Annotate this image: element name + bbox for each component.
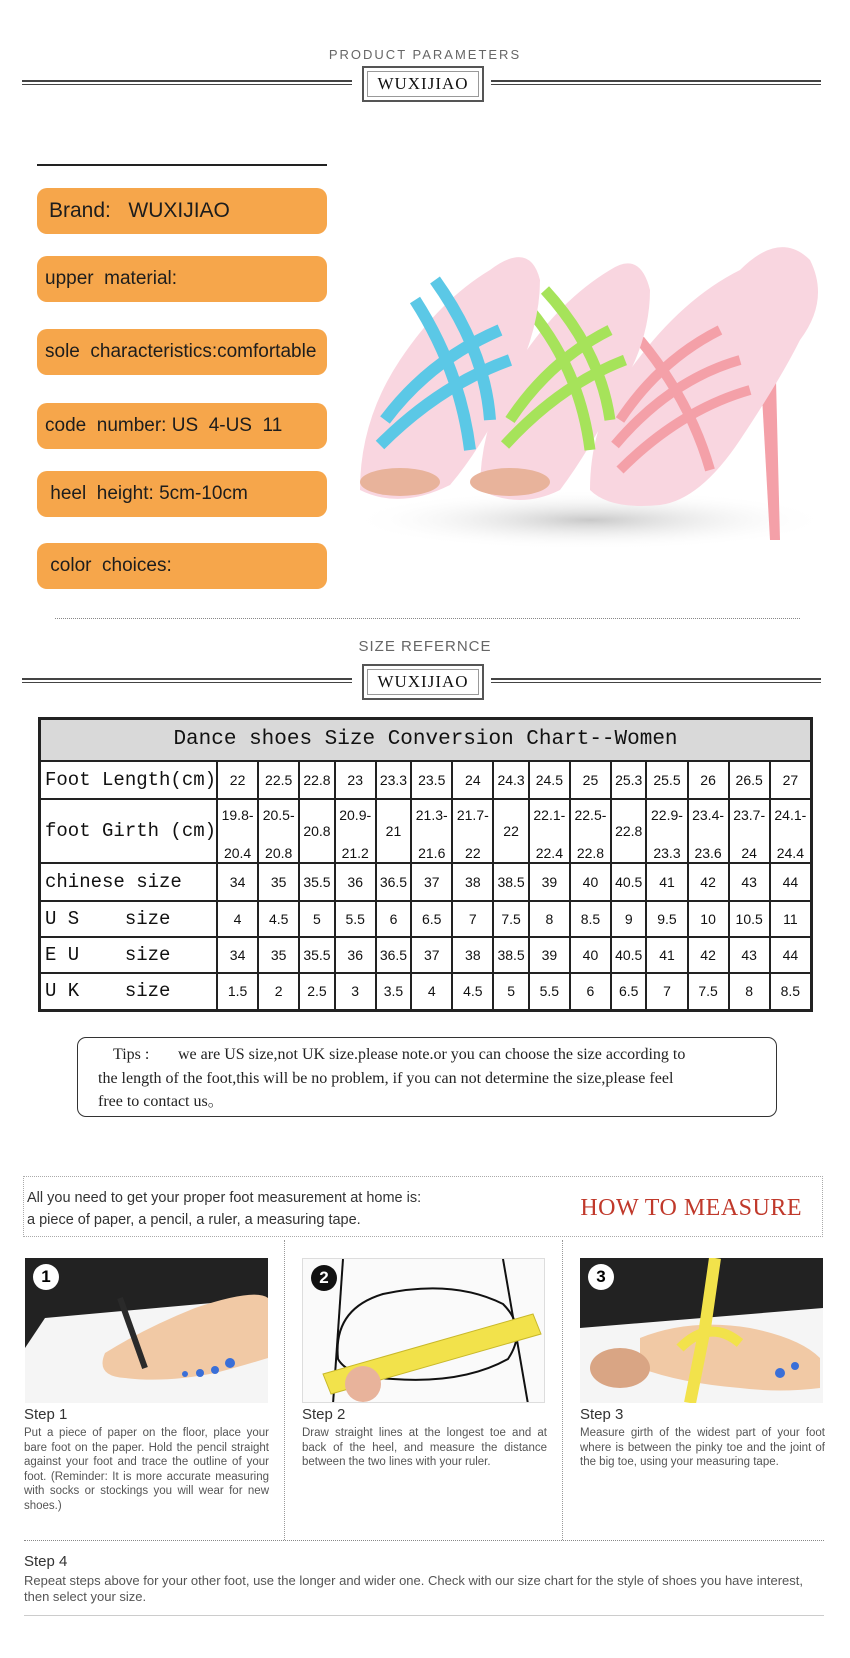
girth-max: 20.4 <box>223 844 252 861</box>
table-cell: 25 <box>570 761 611 799</box>
param-heel-height <box>37 471 327 517</box>
girth-max: 23.6 <box>694 844 722 861</box>
table-cell: 35.5 <box>299 937 334 973</box>
girth-range <box>571 801 610 861</box>
param-color-choices <box>37 543 327 589</box>
brand-box <box>362 66 484 102</box>
param-brand <box>37 188 327 234</box>
how-to-measure-title: HOW TO MEASURE <box>580 1195 802 1221</box>
step4-text: Repeat steps above for your other foot, use the longer and wider one. Check with our size chart for the style of shoes you have interest, then select your size. <box>24 1573 803 1604</box>
table-cell: 34 <box>217 863 258 901</box>
shoes-image <box>360 220 850 560</box>
table-cell: 5.5 <box>529 973 570 1011</box>
table-cell: 38.5 <box>493 863 528 901</box>
product-parameters-title: PRODUCT PARAMETERS <box>328 47 522 62</box>
table-cell: 6.5 <box>411 901 452 937</box>
column-divider-2 <box>562 1240 563 1540</box>
table-cell: 8.5 <box>570 901 611 937</box>
table-cell: 24.5 <box>529 761 570 799</box>
table-cell <box>529 799 570 863</box>
step3-title: Step 3 <box>580 1406 624 1423</box>
table-cell: 7.5 <box>493 901 528 937</box>
tips-line1: we are US size,not UK size.please note.or you can choose the size according to <box>178 1046 686 1063</box>
table-cell: 26.5 <box>729 761 770 799</box>
table-cell <box>452 799 493 863</box>
row-header-chinese: chinese size <box>40 863 218 901</box>
table-cell: 24 <box>452 761 493 799</box>
intro-line1: All you need to get your proper foot measurement at home is: <box>27 1190 422 1206</box>
brand-box-2 <box>362 664 484 700</box>
step1-number: 1 <box>33 1264 59 1290</box>
table-cell: 6 <box>376 901 411 937</box>
row-header-us: U S size <box>40 901 218 937</box>
table-cell: 2 <box>258 973 299 1011</box>
girth-min: 22.5- <box>574 806 607 823</box>
table-cell <box>646 799 687 863</box>
table-cell: 3 <box>335 973 376 1011</box>
table-cell: 7 <box>452 901 493 937</box>
girth-range <box>259 801 298 861</box>
tips-label: Tips : <box>113 1046 150 1063</box>
table-cell <box>217 799 258 863</box>
table-cell: 10 <box>688 901 729 937</box>
girth-min: 19.8- <box>221 806 254 823</box>
step1-photo <box>25 1258 268 1403</box>
param-code-number-label: code number: US 4-US 11 <box>45 415 283 436</box>
header-rule-right <box>491 80 821 85</box>
table-cell <box>688 799 729 863</box>
row-eu-size <box>40 937 812 973</box>
dotted-separator <box>55 618 800 619</box>
table-cell: 22.8 <box>611 799 646 863</box>
girth-range <box>530 801 569 861</box>
table-cell: 9.5 <box>646 901 687 937</box>
footer-rule <box>24 1615 824 1616</box>
row-header-foot-girth: foot Girth (cm) <box>40 799 218 863</box>
table-cell <box>335 799 376 863</box>
row-header-eu: E U size <box>40 937 218 973</box>
param-color-choices-label: color choices: <box>45 555 172 576</box>
table-cell: 8 <box>529 901 570 937</box>
girth-min: 22.1- <box>533 806 566 823</box>
table-cell: 7.5 <box>688 973 729 1011</box>
table-cell: 37 <box>411 937 452 973</box>
step2-photo <box>302 1258 545 1403</box>
row-header-foot-length: Foot Length(cm) <box>40 761 218 799</box>
girth-min: 20.9- <box>339 806 372 823</box>
step1-illustration <box>25 1258 268 1403</box>
step3-illustration <box>580 1258 823 1403</box>
table-cell: 42 <box>688 937 729 973</box>
size-reference-title: SIZE REFERNCE <box>358 638 492 655</box>
girth-range <box>689 801 728 861</box>
size-conversion-table <box>38 717 813 1012</box>
girth-min: 24.1- <box>774 806 807 823</box>
step2-illustration <box>303 1259 545 1403</box>
table-cell: 25.3 <box>611 761 646 799</box>
tips-line3: free to contact us。 <box>98 1093 224 1110</box>
table-cell: 23 <box>335 761 376 799</box>
brand-box-2-label: WUXIJIAO <box>367 669 479 695</box>
table-cell: 5 <box>493 973 528 1011</box>
table-cell: 37 <box>411 863 452 901</box>
table-cell: 4 <box>217 901 258 937</box>
param-upper-material-label: upper material: <box>45 268 178 289</box>
girth-min: 20.5- <box>262 806 295 823</box>
table-cell: 3.5 <box>376 973 411 1011</box>
table-cell: 35 <box>258 863 299 901</box>
girth-min: 21.3- <box>415 806 448 823</box>
table-cell: 1.5 <box>217 973 258 1011</box>
table-cell: 6.5 <box>611 973 646 1011</box>
table-cell: 40 <box>570 863 611 901</box>
girth-max: 24 <box>741 844 757 861</box>
table-cell: 23.3 <box>376 761 411 799</box>
table-cell: 22.5 <box>258 761 299 799</box>
table-cell: 39 <box>529 937 570 973</box>
tips-box <box>77 1037 777 1117</box>
table-cell: 27 <box>770 761 812 799</box>
table-cell: 2.5 <box>299 973 334 1011</box>
girth-min: 23.4- <box>692 806 725 823</box>
table-cell: 11 <box>770 901 812 937</box>
table-cell: 39 <box>529 863 570 901</box>
girth-range <box>771 801 810 861</box>
girth-max: 21.6 <box>418 844 446 861</box>
row-us-size <box>40 901 812 937</box>
step4-separator <box>24 1540 824 1541</box>
table-cell <box>411 799 452 863</box>
table-cell: 6 <box>570 973 611 1011</box>
table-cell: 38 <box>452 937 493 973</box>
table-cell: 43 <box>729 863 770 901</box>
girth-range <box>336 801 375 861</box>
table-cell: 5.5 <box>335 901 376 937</box>
girth-max: 22.4 <box>535 844 563 861</box>
row-foot-girth <box>40 799 812 863</box>
tips-line1-wrap <box>98 1043 756 1067</box>
tips-line2: the length of the foot,this will be no problem, if you can not determine the size,please feel <box>98 1070 674 1087</box>
table-cell: 35 <box>258 937 299 973</box>
table-cell: 8.5 <box>770 973 812 1011</box>
step1-text: Put a piece of paper on the floor, place your bare foot on the paper. Hold the pencil straight against your foot and trace the outline of your foot. (Reminder: It is more accurate measuring with socks or stockings you will wear for new shoes.) <box>24 1427 269 1512</box>
step3-photo <box>580 1258 823 1403</box>
table-cell: 25.5 <box>646 761 687 799</box>
step3-text: Measure girth of the widest part of your foot where is between the pinky toe and the joint of the big toe, using your measuring tape. <box>580 1427 825 1468</box>
step2-title: Step 2 <box>302 1406 346 1423</box>
table-cell: 23.5 <box>411 761 452 799</box>
param-sole <box>37 329 327 375</box>
table-cell: 36.5 <box>376 863 411 901</box>
table-cell: 40.5 <box>611 937 646 973</box>
param-code-number <box>37 403 327 449</box>
table-cell: 10.5 <box>729 901 770 937</box>
table-cell: 4.5 <box>258 901 299 937</box>
brand-box-label: WUXIJIAO <box>367 71 479 97</box>
table-cell: 41 <box>646 863 687 901</box>
header-rule-left <box>22 80 352 85</box>
girth-range <box>730 801 769 861</box>
table-cell <box>258 799 299 863</box>
table-cell: 36 <box>335 937 376 973</box>
header2-rule-left <box>22 678 352 683</box>
girth-range <box>412 801 451 861</box>
table-cell: 22 <box>217 761 258 799</box>
girth-range <box>647 801 686 861</box>
table-cell: 44 <box>770 937 812 973</box>
girth-min: 23.7- <box>733 806 766 823</box>
row-foot-length <box>40 761 812 799</box>
girth-min: 21.7- <box>456 806 489 823</box>
table-cell: 5 <box>299 901 334 937</box>
row-uk-size <box>40 973 812 1011</box>
table-cell: 26 <box>688 761 729 799</box>
table-cell: 40.5 <box>611 863 646 901</box>
table-cell: 36 <box>335 863 376 901</box>
table-cell: 24.3 <box>493 761 528 799</box>
step1-title: Step 1 <box>24 1406 68 1423</box>
step4-title: Step 4 <box>24 1553 68 1570</box>
table-cell <box>570 799 611 863</box>
param-upper-material <box>37 256 327 302</box>
girth-min: 22.9- <box>651 806 683 823</box>
table-cell: 38 <box>452 863 493 901</box>
intro-line2: a piece of paper, a pencil, a ruler, a measuring tape. <box>27 1212 361 1228</box>
param-heel-height-label: heel height: 5cm-10cm <box>45 483 248 504</box>
table-cell: 42 <box>688 863 729 901</box>
table-cell: 4.5 <box>452 973 493 1011</box>
table-cell: 4 <box>411 973 452 1011</box>
table-cell: 36.5 <box>376 937 411 973</box>
table-cell: 8 <box>729 973 770 1011</box>
table-cell: 22 <box>493 799 528 863</box>
girth-max: 21.2 <box>341 844 369 861</box>
divider <box>37 164 327 166</box>
step2-number: 2 <box>311 1265 337 1291</box>
header2-rule-right <box>491 678 821 683</box>
table-cell <box>770 799 812 863</box>
table-cell <box>729 799 770 863</box>
step2-text: Draw straight lines at the longest toe and at back of the heel, and measure the distance between the two lines with your ruler. <box>302 1427 547 1468</box>
table-cell: 34 <box>217 937 258 973</box>
table-cell: 44 <box>770 863 812 901</box>
measure-intro <box>23 1176 823 1237</box>
table-cell: 21 <box>376 799 411 863</box>
row-header-uk: U K size <box>40 973 218 1011</box>
girth-max: 22.8 <box>576 844 605 861</box>
param-sole-label: sole characteristics:comfortable <box>45 341 317 362</box>
girth-range <box>218 801 257 861</box>
girth-max: 22 <box>465 844 481 861</box>
intro-text <box>27 1187 421 1231</box>
girth-max: 20.8 <box>265 844 293 861</box>
step3-number: 3 <box>588 1264 614 1290</box>
table-cell: 35.5 <box>299 863 334 901</box>
table-title: Dance shoes Size Conversion Chart--Women <box>40 719 812 761</box>
row-chinese-size <box>40 863 812 901</box>
table-cell: 38.5 <box>493 937 528 973</box>
table-title-row <box>40 719 812 761</box>
girth-max: 23.3 <box>653 844 681 861</box>
table-cell: 22.8 <box>299 761 334 799</box>
table-cell: 43 <box>729 937 770 973</box>
table-cell: 40 <box>570 937 611 973</box>
girth-range <box>453 801 492 861</box>
girth-max: 24.4 <box>776 844 804 861</box>
table-cell: 7 <box>646 973 687 1011</box>
shoe-shadow <box>360 490 830 550</box>
param-brand-label: Brand: WUXIJIAO <box>49 199 230 222</box>
table-cell: 9 <box>611 901 646 937</box>
table-cell: 41 <box>646 937 687 973</box>
column-divider-1 <box>284 1240 285 1540</box>
table-cell: 20.8 <box>299 799 334 863</box>
